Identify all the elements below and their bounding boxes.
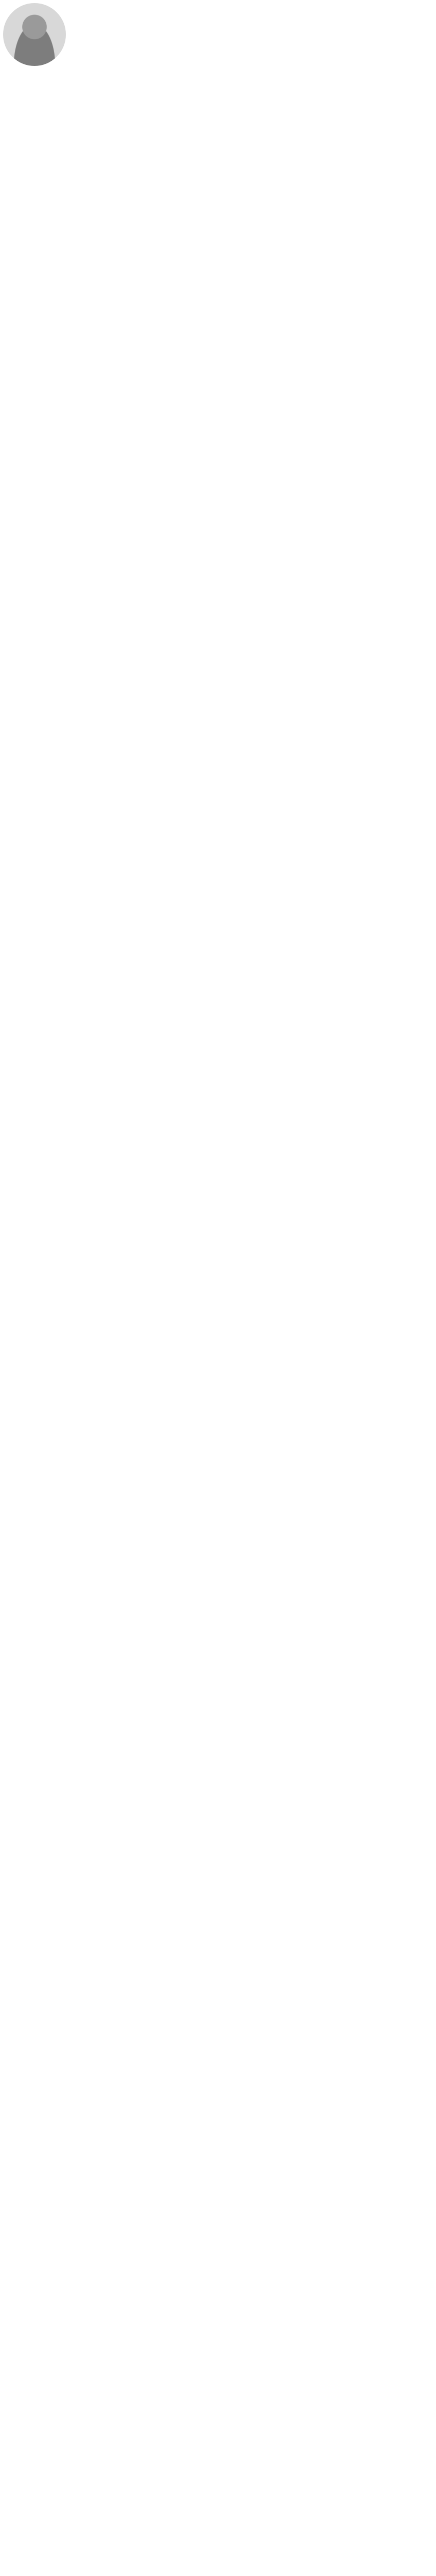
question-list-placeholder bbox=[3, 209, 433, 240]
avatar[interactable] bbox=[3, 3, 66, 66]
description-text bbox=[3, 192, 433, 207]
question-list bbox=[3, 209, 433, 240]
author-card bbox=[3, 0, 433, 80]
document-title bbox=[3, 82, 433, 170]
description-label bbox=[3, 174, 433, 190]
